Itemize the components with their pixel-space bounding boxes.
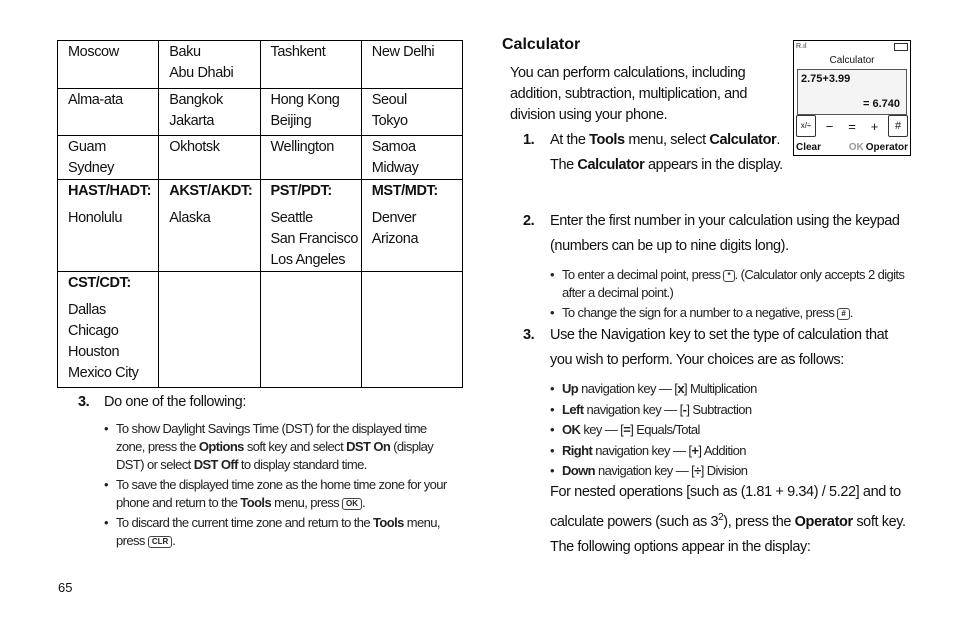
step-bold: Calculator	[709, 132, 777, 148]
list-item	[550, 401, 910, 420]
section-title: Calculator	[502, 36, 581, 53]
cell-text: Hong Kong Beijing	[270, 92, 340, 129]
table-cell	[260, 41, 361, 89]
bullet-text: To discard the current time zone and return to the	[116, 515, 374, 530]
following-text: The following options appear in the display:	[550, 539, 811, 555]
step-text: Do one of the following:	[104, 394, 246, 410]
bullet-bold: Options	[198, 439, 244, 454]
minus-icon: −	[825, 118, 834, 134]
result-text: = 6.740	[862, 98, 900, 110]
list-item	[104, 420, 456, 474]
table-cell	[159, 180, 260, 272]
step-number: 2.	[523, 213, 535, 229]
table-row	[58, 272, 463, 388]
bullet-text: navigation key — [	[583, 401, 683, 417]
signal-icon: R.ıl	[796, 43, 807, 50]
bullet-text: ] Subtraction	[686, 401, 752, 417]
bullet-bold: DST Off	[193, 457, 238, 472]
operator-symbol: +	[691, 442, 699, 458]
bullet-text: menu, press	[116, 515, 440, 548]
table-cell	[159, 41, 260, 89]
bullet-text: soft key and select	[243, 439, 347, 454]
cell-text: Denver Arizona	[371, 210, 419, 247]
table-cell	[361, 272, 462, 388]
operations-list	[550, 380, 910, 483]
zone-heading: PST/PDT:	[270, 183, 332, 199]
list-item	[550, 462, 910, 481]
cell-text: Dallas Chicago Houston Mexico City	[68, 302, 139, 381]
list-item	[550, 380, 910, 399]
zone-heading: CST/CDT:	[68, 275, 131, 291]
operator-symbol: x	[677, 381, 684, 396]
bullet-text: .	[172, 533, 176, 548]
status-bar	[796, 42, 908, 52]
bullet-text: navigation key — [	[592, 442, 692, 458]
equals-icon: =	[848, 118, 856, 134]
multiply-divide-icon: x/÷	[796, 115, 816, 137]
list-item	[104, 476, 456, 512]
table-cell	[361, 41, 462, 89]
cell-text: Okhotsk	[169, 139, 220, 155]
list-item	[550, 442, 910, 461]
step-text: appears in the display.	[644, 157, 783, 173]
nested-paragraph	[550, 480, 912, 535]
step-bold: Tools	[589, 132, 625, 148]
para-bold: Operator	[794, 513, 853, 530]
time-zone-table	[57, 40, 463, 388]
table-cell	[58, 136, 159, 180]
operator-symbol: =	[623, 422, 631, 437]
bullet-text: To enter a decimal point, press	[562, 267, 724, 282]
bullet-text: key — [	[580, 422, 624, 437]
cell-text: Samoa Midway	[371, 139, 419, 176]
table-cell	[361, 180, 462, 272]
left-bullet-list	[104, 420, 456, 552]
bullet-text: ] Addition	[698, 442, 746, 458]
clear-softkey: Clear	[796, 142, 822, 153]
bullet-text: navigation key — [	[578, 381, 678, 396]
bullet-text: ] Division	[700, 463, 748, 478]
bullet-bold: Tools	[240, 495, 272, 510]
step-text: The	[550, 157, 578, 173]
bullet-bold: DST On	[346, 439, 391, 454]
bullet-bold: Tools	[373, 515, 404, 530]
operator-softkey-group	[849, 142, 908, 154]
nav-key-name: Up	[562, 381, 579, 396]
table-row	[58, 41, 463, 89]
calculator-screen-image	[793, 40, 911, 156]
zone-heading: AKST/AKDT:	[169, 183, 253, 199]
bullet-text: To show Daylight Savings Time (DST) for the displayed time zone, press the	[116, 421, 427, 454]
bullet-text: ] Multiplication	[683, 381, 757, 396]
nav-key-name: Down	[562, 463, 595, 478]
plus-icon: +	[870, 118, 879, 134]
list-item	[550, 266, 910, 302]
bullet-text: To change the sign for a number to a negative, press	[562, 305, 838, 320]
step-text: At the	[550, 132, 590, 148]
cell-text: Alma-ata	[68, 92, 123, 108]
bullet-text: (display DST) or select	[116, 439, 434, 472]
bullet-text: menu, press	[271, 495, 343, 510]
superscript: 2	[718, 512, 724, 523]
table-cell	[361, 89, 462, 136]
operator-softkey: Operator	[865, 142, 908, 153]
step2-bullet-list	[550, 266, 910, 324]
table-row	[58, 89, 463, 136]
cell-text: Honolulu	[68, 210, 123, 226]
pound-key-icon: #	[837, 308, 849, 320]
bullet-text: navigation key — [	[594, 463, 695, 478]
cell-text: New Delhi	[371, 44, 435, 60]
expression-text: 2.75+3.99	[801, 73, 851, 85]
table-cell	[361, 136, 462, 180]
bullet-text: .	[849, 305, 853, 320]
cell-text: Seoul Tokyo	[371, 92, 408, 129]
soft-key-bar	[796, 142, 908, 154]
page-number: 65	[58, 580, 73, 595]
para-text: ), press the	[723, 513, 795, 530]
list-item	[550, 421, 910, 440]
calculator-title: Calculator	[829, 55, 875, 66]
table-cell	[260, 180, 361, 272]
operator-bar	[796, 114, 908, 138]
cell-text: Alaska	[169, 210, 211, 226]
step-bold: Calculator	[577, 157, 645, 173]
table-cell	[159, 272, 260, 388]
table-cell	[260, 136, 361, 180]
table-cell	[159, 136, 260, 180]
step-3	[523, 323, 912, 373]
table-cell	[58, 180, 159, 272]
bullet-text: .	[362, 495, 366, 510]
step-number: 3.	[523, 327, 535, 343]
left-step-3	[78, 394, 246, 410]
table-cell	[58, 89, 159, 136]
clr-key-icon: CLR	[148, 536, 172, 548]
star-key-icon: *	[723, 270, 734, 282]
zone-heading: MST/MDT:	[371, 183, 438, 199]
list-item	[104, 514, 456, 550]
table-cell	[159, 89, 260, 136]
cell-text: Baku Abu Dhabi	[169, 44, 234, 81]
table-cell	[260, 89, 361, 136]
table-cell	[260, 272, 361, 388]
operator-symbol: -	[682, 401, 687, 417]
step-text: Use the Navigation key to set the type of calculation that you wish to perform. Your choices are as follows:	[550, 327, 888, 368]
step-text: Enter the first number in your calculation using the keypad (numbers can be up to nine digits long).	[550, 213, 900, 254]
ok-softkey: OK	[848, 142, 864, 153]
nav-key-name: Left	[562, 401, 584, 417]
para-text: For nested operations [such as (1.81 + 9.34) / 5.22] and to calculate powers (such as 3	[550, 484, 901, 530]
cell-text: Wellington	[270, 139, 334, 155]
table-row	[58, 180, 463, 272]
step-number: 1.	[523, 132, 535, 148]
list-item	[550, 304, 910, 322]
cell-text: Tashkent	[270, 44, 326, 60]
step-2	[523, 209, 912, 259]
calculator-input-box	[797, 69, 907, 115]
cell-text: Bangkok Jakarta	[169, 92, 223, 129]
table-cell: Moscow	[58, 41, 159, 89]
step-text: .	[776, 132, 780, 148]
bullet-text: To save the displayed time zone as the home time zone for your phone and return to the	[116, 477, 447, 510]
nav-key-name: Right	[562, 442, 593, 458]
table-cell	[58, 272, 159, 388]
cell-text: Seattle San Francisco Los Angeles	[270, 210, 358, 268]
battery-icon	[894, 43, 908, 51]
bullet-text: . (Calculator only accepts 2 digits after a decimal point.)	[562, 267, 905, 300]
bullet-text: to display standard time.	[237, 457, 367, 472]
step-text: menu, select	[624, 132, 710, 148]
table-row	[58, 136, 463, 180]
ok-key-icon: OK	[342, 498, 362, 510]
pound-icon: #	[888, 115, 908, 137]
step-1	[523, 128, 790, 178]
intro-paragraph: You can perform calculations, including addition, subtraction, multiplication, and division using your phone.	[510, 65, 748, 123]
nav-key-name: OK	[562, 422, 581, 437]
cell-text: Guam Sydney	[68, 139, 114, 176]
zone-heading: HAST/HADT:	[68, 183, 151, 199]
operator-symbol: ÷	[694, 463, 701, 478]
para-text: soft key.	[852, 513, 906, 530]
bullet-text: ] Equals/Total	[630, 422, 700, 437]
step-number: 3.	[78, 394, 90, 410]
